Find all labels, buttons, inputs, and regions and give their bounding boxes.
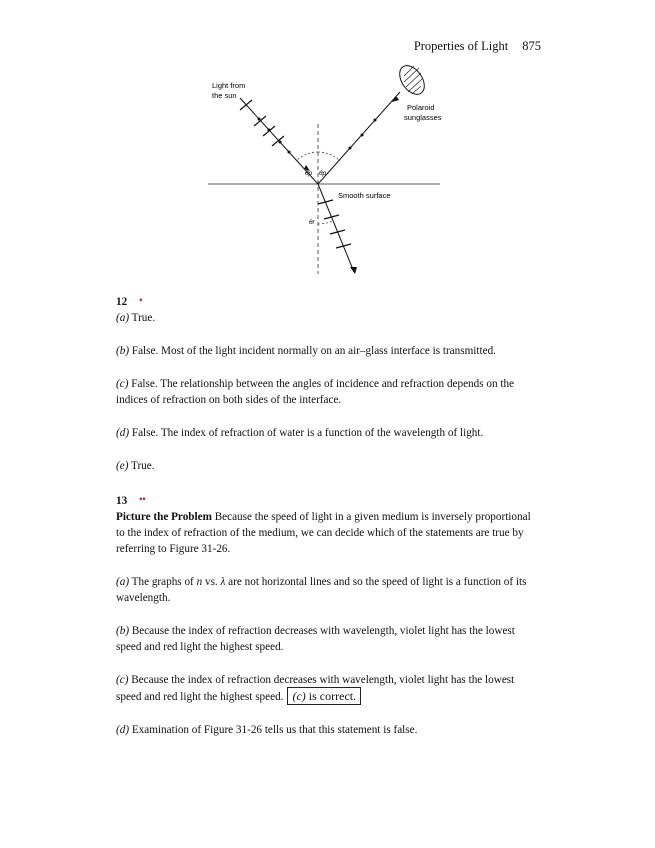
label-light-line1: Light from [212,81,246,90]
part-label: (c) [116,378,129,390]
answer-label: (c) [292,689,306,703]
p13-part-d [116,722,541,738]
part-label: (d) [116,724,130,736]
polarization-figure [200,62,470,282]
p13-picture-the-problem [116,509,541,557]
refracted-angle-arc [318,221,333,224]
label-theta-p-left: θp [305,170,313,177]
part-text: The graphs of [129,576,197,588]
p12-part-a [116,310,541,326]
part-text: False. The relationship between the angles of incidence and refraction depends on the indices of refraction on both sides of the interface. [116,378,515,406]
part-text: are not horizontal lines and so the speed of light is a function of its wavelength. [116,576,527,604]
label-theta-p-right: θp [319,170,327,177]
p12-part-c [116,376,541,408]
difficulty-dots: •• [139,494,146,504]
running-header [414,39,541,54]
answer-text: is correct. [305,689,357,703]
solutions-text [116,292,541,738]
problem-13-heading [116,491,541,509]
p13-part-a [116,574,541,606]
p12-part-e [116,458,541,474]
part-text: True. [129,312,156,324]
refracted-arrowhead [350,267,357,274]
part-text: False. The index of refraction of water is a function of the wavelength of light. [129,427,484,439]
symbol-lambda: λ [220,576,226,588]
part-text: True. [128,460,155,472]
page-number: 875 [522,39,541,53]
picture-text: Because the speed of light in a given medium is inversely proportional to the index of refraction of the medium, we can decide which of the statements are true by referring to Figure 31-26. [116,511,531,555]
part-text: Examination of Figure 31-26 tells us that this statement is false. [129,724,418,736]
problem-12-heading [116,292,541,310]
part-text: Because the index of refraction decreases with wavelength, violet light has the lowest speed and red light the highest speed. [116,674,515,703]
symbol-n: n [196,576,203,588]
p13-part-c [116,672,541,705]
incident-angle-arc [296,152,318,161]
part-label: (a) [116,312,130,324]
reflected-angle-arc [318,152,340,161]
p12-part-d [116,425,541,441]
part-text: False. Most of the light incident normally on an air–glass interface is transmitted. [129,345,496,357]
label-theta-r: θr [309,219,315,226]
difficulty-dots: • [139,295,143,305]
part-label: (b) [116,625,130,637]
label-surface: Smooth surface [338,191,391,200]
label-polaroid-line1: Polaroid [407,103,435,112]
polaroid-lens [395,62,430,99]
reflected-ray [318,92,400,184]
label-light-line2: the sun [212,91,237,100]
part-text: vs. [202,576,221,588]
label-polaroid-line2: sunglasses [404,113,442,122]
p13-part-b [116,623,541,655]
part-label: (d) [116,427,130,439]
picture-label: Picture the Problem [116,511,212,523]
answer-box [287,687,361,705]
header-title: Properties of Light [413,39,509,53]
part-label: (a) [116,576,130,588]
part-label: (e) [116,460,129,472]
reflected-arrowhead [392,96,399,102]
part-text: Because the index of refraction decreases with wavelength, violet light has the lowest speed and red light the highest speed. [116,625,515,653]
p12-part-b [116,343,541,359]
part-label: (c) [116,674,129,686]
problem-number: 13 [116,495,128,507]
problem-number: 12 [116,296,128,308]
part-label: (b) [116,345,130,357]
